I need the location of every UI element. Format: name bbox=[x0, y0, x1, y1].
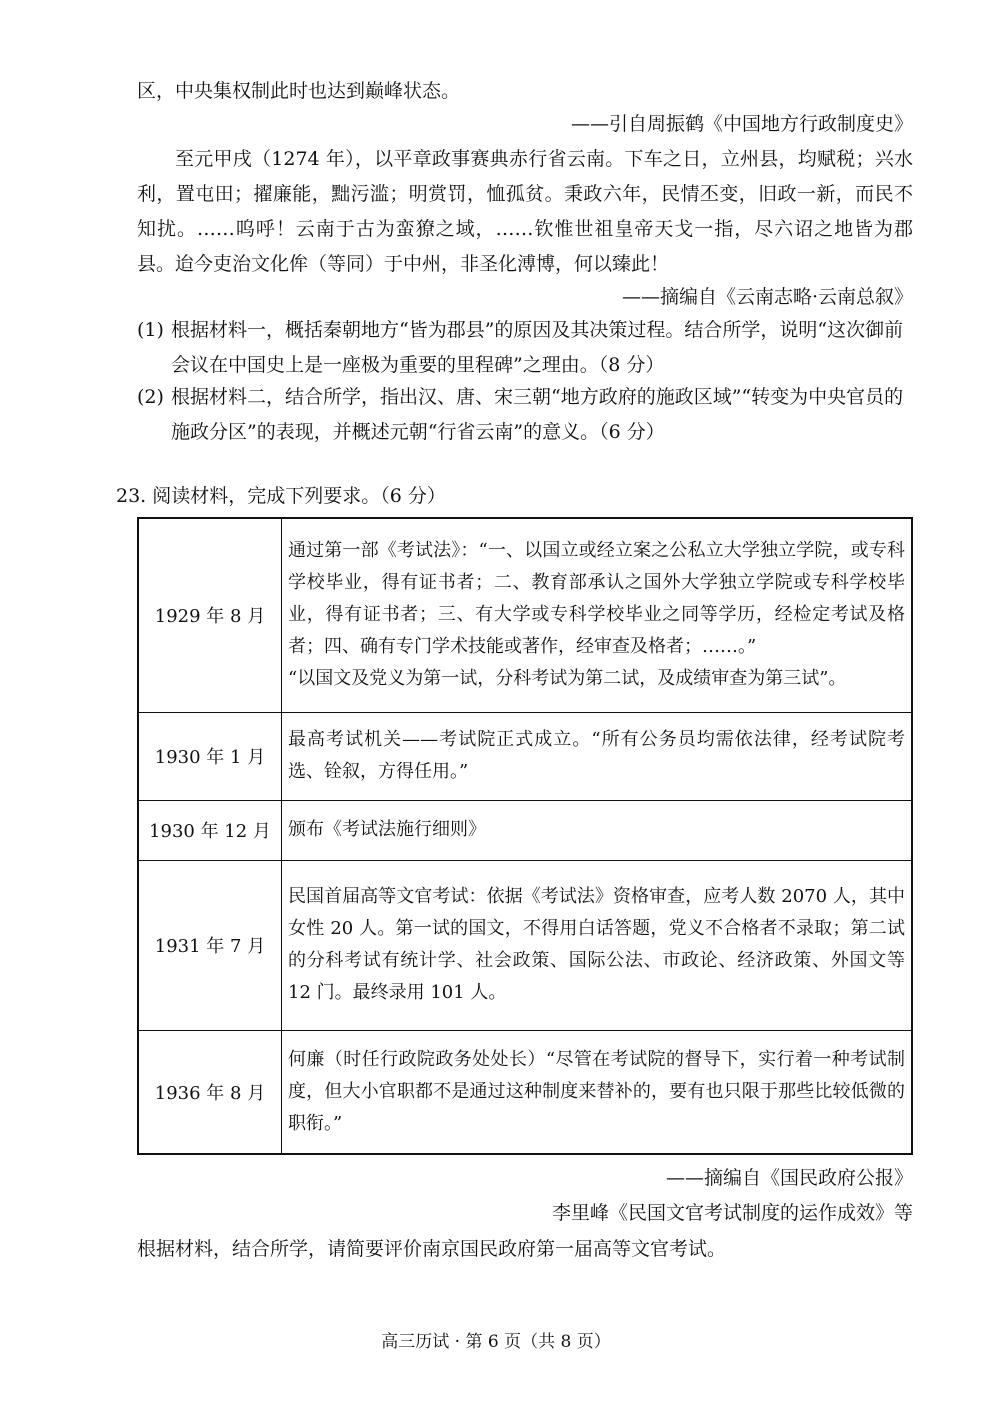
timeline-table bbox=[137, 517, 913, 1155]
question-23-source-2: 李里峰《民国文官考试制度的运作成效》等 bbox=[551, 1202, 913, 1224]
question-number: (2) bbox=[137, 386, 164, 408]
question-23-title: 23. 阅读材料，完成下列要求。（6 分） bbox=[116, 485, 446, 507]
question-23-source-1: ——摘编自《国民政府公报》 bbox=[665, 1167, 913, 1189]
table-row bbox=[138, 712, 912, 800]
material-one-source: ——引自周振鹤《中国地方行政制度史》 bbox=[570, 113, 913, 135]
material-one-last-line: 区，中央集权制此时也达到巅峰状态。 bbox=[137, 80, 461, 102]
table-content-cell: 民国首届高等文官考试：依据《考试法》资格审查，应考人数 2070 人，其中女性 20 人。第一试的国文，不得用白话答题，党义不合格者不录取；第二试的分科考试有统计学、社会政策、国际公法、市政论、经济政策、外国文等 12 门。最终录用 101 人。 bbox=[282, 860, 913, 1030]
material-two-paragraph: 至元甲戌（1274 年），以平章政事赛典赤行省云南。下车之日，立州县，均赋税；兴水利，置屯田；擢廉能，黜污滥；明赏罚，恤孤贫。秉政六年，民情丕变，旧政一新，而民不知扰。……呜呼！云南于古为蛮獠之域，……钦惟世祖皇帝天戈一指，尽六诏之地皆为郡县。迨今吏治文化侔（等同）于中州，非圣化溥博，何以臻此！ bbox=[137, 148, 913, 275]
question-22-2 bbox=[137, 380, 913, 450]
table-content-text: 通过第一部《考试法》：“一、以国立或经立案之公私立大学独立学院，或专科学校毕业，得有证书者；二、教育部承认之国外大学独立学院或专科学校毕业，得有证书者；三、有大学或专科学校毕业之同等学历，经检定考试及格者；四、确有专门学术技能或著作，经审查及格者；……。” bbox=[288, 540, 905, 658]
table-content-cell bbox=[282, 518, 913, 712]
table-row bbox=[138, 518, 912, 712]
table-date-cell: 1931 年 7 月 bbox=[138, 860, 282, 1030]
table-date-cell: 1930 年 12 月 bbox=[138, 800, 282, 860]
table-date-cell: 1929 年 8 月 bbox=[138, 518, 282, 712]
table-content-text-2: “以国文及党义为第一试，分科考试为第二试，及成绩审查为第三试”。 bbox=[288, 668, 847, 690]
table-content-cell: 最高考试机关——考试院正式成立。“所有公务员均需依法律，经考试院考选、铨叙，方得任用。” bbox=[282, 712, 913, 800]
table-row bbox=[138, 800, 912, 860]
table-content-cell: 何廉（时任行政院政务处处长）“尽管在考试院的督导下，实行着一种考试制度，但大小官职都不是通过这种制度来替补的，要有也只限于那些比较低微的职衔。” bbox=[282, 1030, 913, 1154]
table-date-cell: 1930 年 1 月 bbox=[138, 712, 282, 800]
table-content-cell: 颁布《考试法施行细则》 bbox=[282, 800, 913, 860]
page-footer: 高三历试 · 第 6 页（共 8 页） bbox=[381, 1332, 611, 1352]
question-23-prompt: 根据材料，结合所学，请简要评价南京国民政府第一届高等文官考试。 bbox=[137, 1238, 727, 1260]
table-date-cell: 1936 年 8 月 bbox=[138, 1030, 282, 1154]
question-number: (1) bbox=[137, 319, 164, 341]
question-22-1 bbox=[137, 313, 913, 383]
table-row bbox=[138, 1030, 912, 1154]
question-text: 根据材料一，概括秦朝地方“皆为郡县”的原因及其决策过程。结合所学，说明“这次御前会议在中国史上是一座极为重要的里程碑”之理由。（8 分） bbox=[171, 319, 904, 376]
question-text: 根据材料二，结合所学，指出汉、唐、宋三朝“地方政府的施政区域”“转变为中央官员的施政分区”的表现，并概述元朝“行省云南”的意义。（6 分） bbox=[171, 386, 904, 443]
table-row bbox=[138, 860, 912, 1030]
material-two-source: ——摘编自《云南志略·云南总叙》 bbox=[621, 286, 913, 308]
